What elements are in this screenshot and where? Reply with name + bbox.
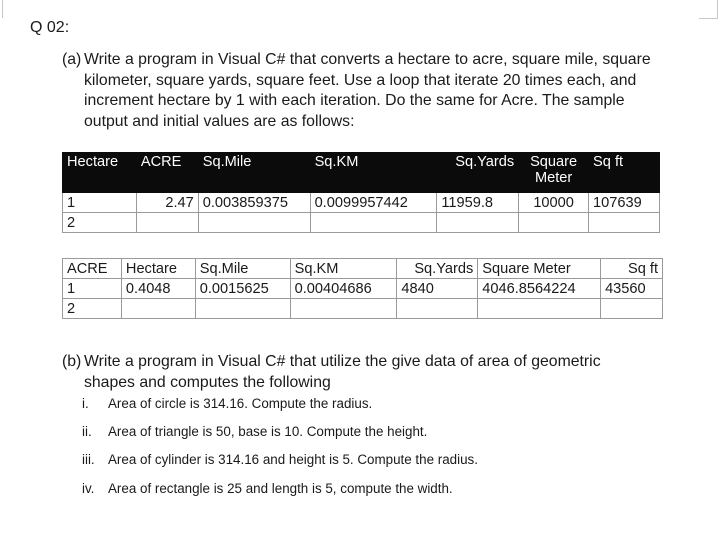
table-cell: 2.47 [136,193,198,213]
table-cell: 0.00404686 [290,279,397,299]
part-a-line: kilometer, square yards, square feet. Use a loop that iterate 20 times each, and [84,71,637,89]
table-row [63,299,663,319]
table-cell: 2 [63,213,137,233]
hectare-conversion-table [62,152,660,233]
part-a-label: (a) [62,51,82,68]
column-header: Square Meter [478,259,601,279]
acre-conversion-table [62,258,663,319]
part-b-label: (b) [62,353,82,370]
list-number: i. [82,396,89,411]
part-a-line: output and initial values are as follows: [84,112,355,130]
list-text: Area of cylinder is 314.16 and height is 5. Compute the radius. [108,452,478,467]
column-header: Sq.Mile [198,153,310,193]
part-a-line: increment hectare by 1 with each iteration. Do the same for Acre. The sample [84,92,625,109]
list-text: Area of rectangle is 25 and length is 5, compute the width. [108,481,453,496]
table-cell: 11959.8 [437,193,519,213]
column-header: ACRE [136,153,198,193]
part-a-text [62,50,702,132]
column-header: Sq ft [589,153,660,193]
list-item [82,396,372,411]
table-cell: 0.0099957442 [310,193,437,213]
column-header: Sq.Mile [195,259,290,279]
table-header-row [63,259,663,279]
table-row [63,213,660,233]
column-header: Sq.Yards [437,153,519,193]
part-a-line: Write a program in Visual C# that converts a hectare to acre, square mile, square [84,51,651,68]
question-label: Q 02: [30,19,70,36]
table-cell [310,213,437,233]
list-number: iii. [82,452,95,467]
table-cell [519,213,589,233]
table-cell [601,299,663,319]
column-header: Sq.KM [290,259,397,279]
table-header-row [63,153,660,193]
column-header: Sq.KM [310,153,437,193]
column-header: Hectare [63,153,137,193]
part-b-text [62,352,702,393]
table-cell: 1 [63,193,137,213]
table-cell [290,299,397,319]
table-cell: 4046.8564224 [478,279,601,299]
part-b-line: Write a program in Visual C# that utilize the give data of area of geometric [84,353,601,370]
table-row [63,193,660,213]
column-header: Hectare [121,259,195,279]
table-row [63,279,663,299]
table-cell: 107639 [589,193,660,213]
list-item [82,481,453,496]
table-cell: 10000 [519,193,589,213]
column-header: ACRE [63,259,122,279]
list-item [82,452,478,467]
table-cell: 43560 [601,279,663,299]
crop-corner-right [699,0,718,19]
column-header: Sq ft [601,259,663,279]
column-header: Sq.Yards [397,259,478,279]
table-cell [136,213,198,233]
column-header-line: Square [530,154,578,170]
column-header-line: Meter [534,170,573,186]
column-header [519,153,589,193]
list-number: ii. [82,424,92,439]
crop-corner-left [2,0,21,18]
list-text: Area of triangle is 50, base is 10. Compute the height. [108,424,428,439]
table-cell [198,213,310,233]
list-number: iv. [82,481,95,496]
table-cell [478,299,601,319]
table-cell [437,213,519,233]
table-cell: 4840 [397,279,478,299]
table-cell [121,299,195,319]
table-cell: 0.0015625 [195,279,290,299]
table-cell [589,213,660,233]
table-cell: 2 [63,299,122,319]
table-cell: 0.003859375 [198,193,310,213]
table-cell: 0.4048 [121,279,195,299]
list-item [82,424,427,439]
table-cell [397,299,478,319]
table-cell: 1 [63,279,122,299]
list-text: Area of circle is 314.16. Compute the radius. [108,396,373,411]
table-cell [195,299,290,319]
part-b-line: shapes and computes the following [84,373,331,391]
